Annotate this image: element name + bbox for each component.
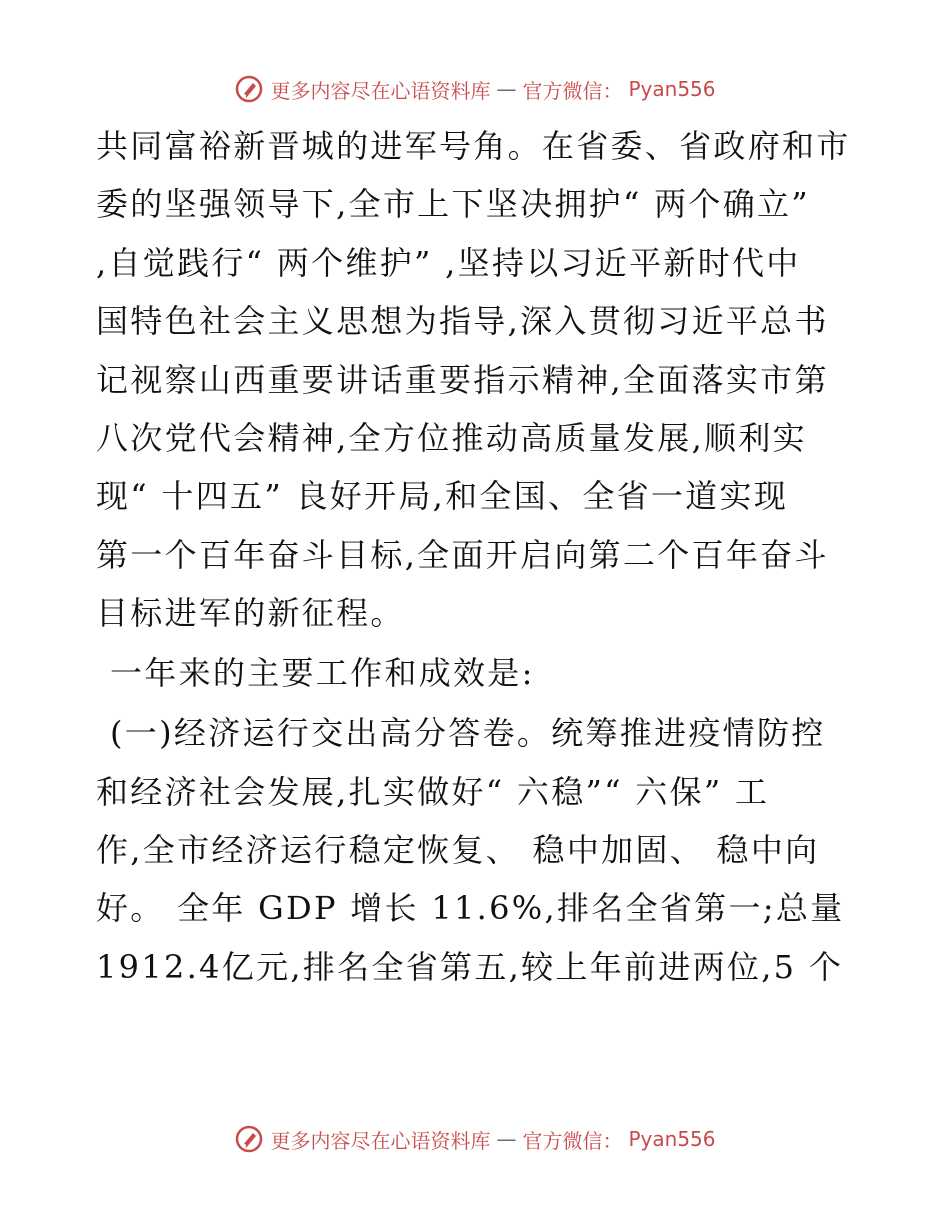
footer-watermark (0, 1124, 950, 1154)
watermark-label: 官方微信： (522, 1128, 623, 1153)
text-line: 目标进军的新征程。 (96, 594, 405, 633)
text-line: 共同富裕新晋城的进军号角。在省委、省政府和市 (96, 127, 851, 165)
watermark-handle: Pyan556 (628, 77, 716, 101)
watermark-separator: — (496, 1127, 517, 1151)
paragraph-2: 一年来的主要工作和成效是: (110, 654, 535, 693)
text-line: 记视察山西重要讲话重要指示精神,全面落实市第 (96, 360, 829, 399)
header-watermark (0, 74, 950, 104)
text-line: 和经济社会发展,扎实做好“ 六稳”“ 六保” 工 (96, 772, 770, 811)
pen-logo-icon (234, 1124, 264, 1154)
document-body (96, 124, 866, 1003)
text-line: 1912.4亿元,排名全省第五,较上年前进两位,5 个 (96, 947, 844, 986)
watermark-label: 官方微信： (522, 78, 623, 103)
watermark-text: 更多内容尽在心语资料库 (270, 1128, 491, 1153)
pen-logo-icon (234, 74, 264, 104)
text-line: 委的坚强领导下,全市上下坚决拥护“ 两个确立” (96, 185, 810, 224)
text-line: 作,全市经济运行稳定恢复、 稳中加固、 稳中向 (96, 830, 820, 869)
watermark-handle: Pyan556 (628, 1127, 716, 1151)
watermark-text: 更多内容尽在心语资料库 (270, 78, 491, 103)
text-line: 国特色社会主义思想为指导,深入贯彻习近平总书 (96, 302, 829, 341)
watermark-separator: — (496, 77, 517, 101)
text-line: (一)经济运行交出高分答卷。统筹推进疫情防控 (110, 714, 826, 753)
text-line: 好。 全年 GDP 增长 11.6%,排名全省第一;总量 (96, 889, 845, 928)
text-line: 第一个百年奋斗目标,全面开启向第二个百年奋斗 (96, 535, 829, 574)
text-line: 现“ 十四五” 良好开局,和全国、全省一道实现 (96, 477, 789, 516)
text-line: ,自觉践行“ 两个维护” ,坚持以习近平新时代中 (96, 243, 801, 282)
paragraph-1 (96, 124, 866, 635)
paragraph-3 (96, 711, 866, 989)
text-line: 八次党代会精神,全方位推动高质量发展,顺利实 (96, 418, 807, 457)
